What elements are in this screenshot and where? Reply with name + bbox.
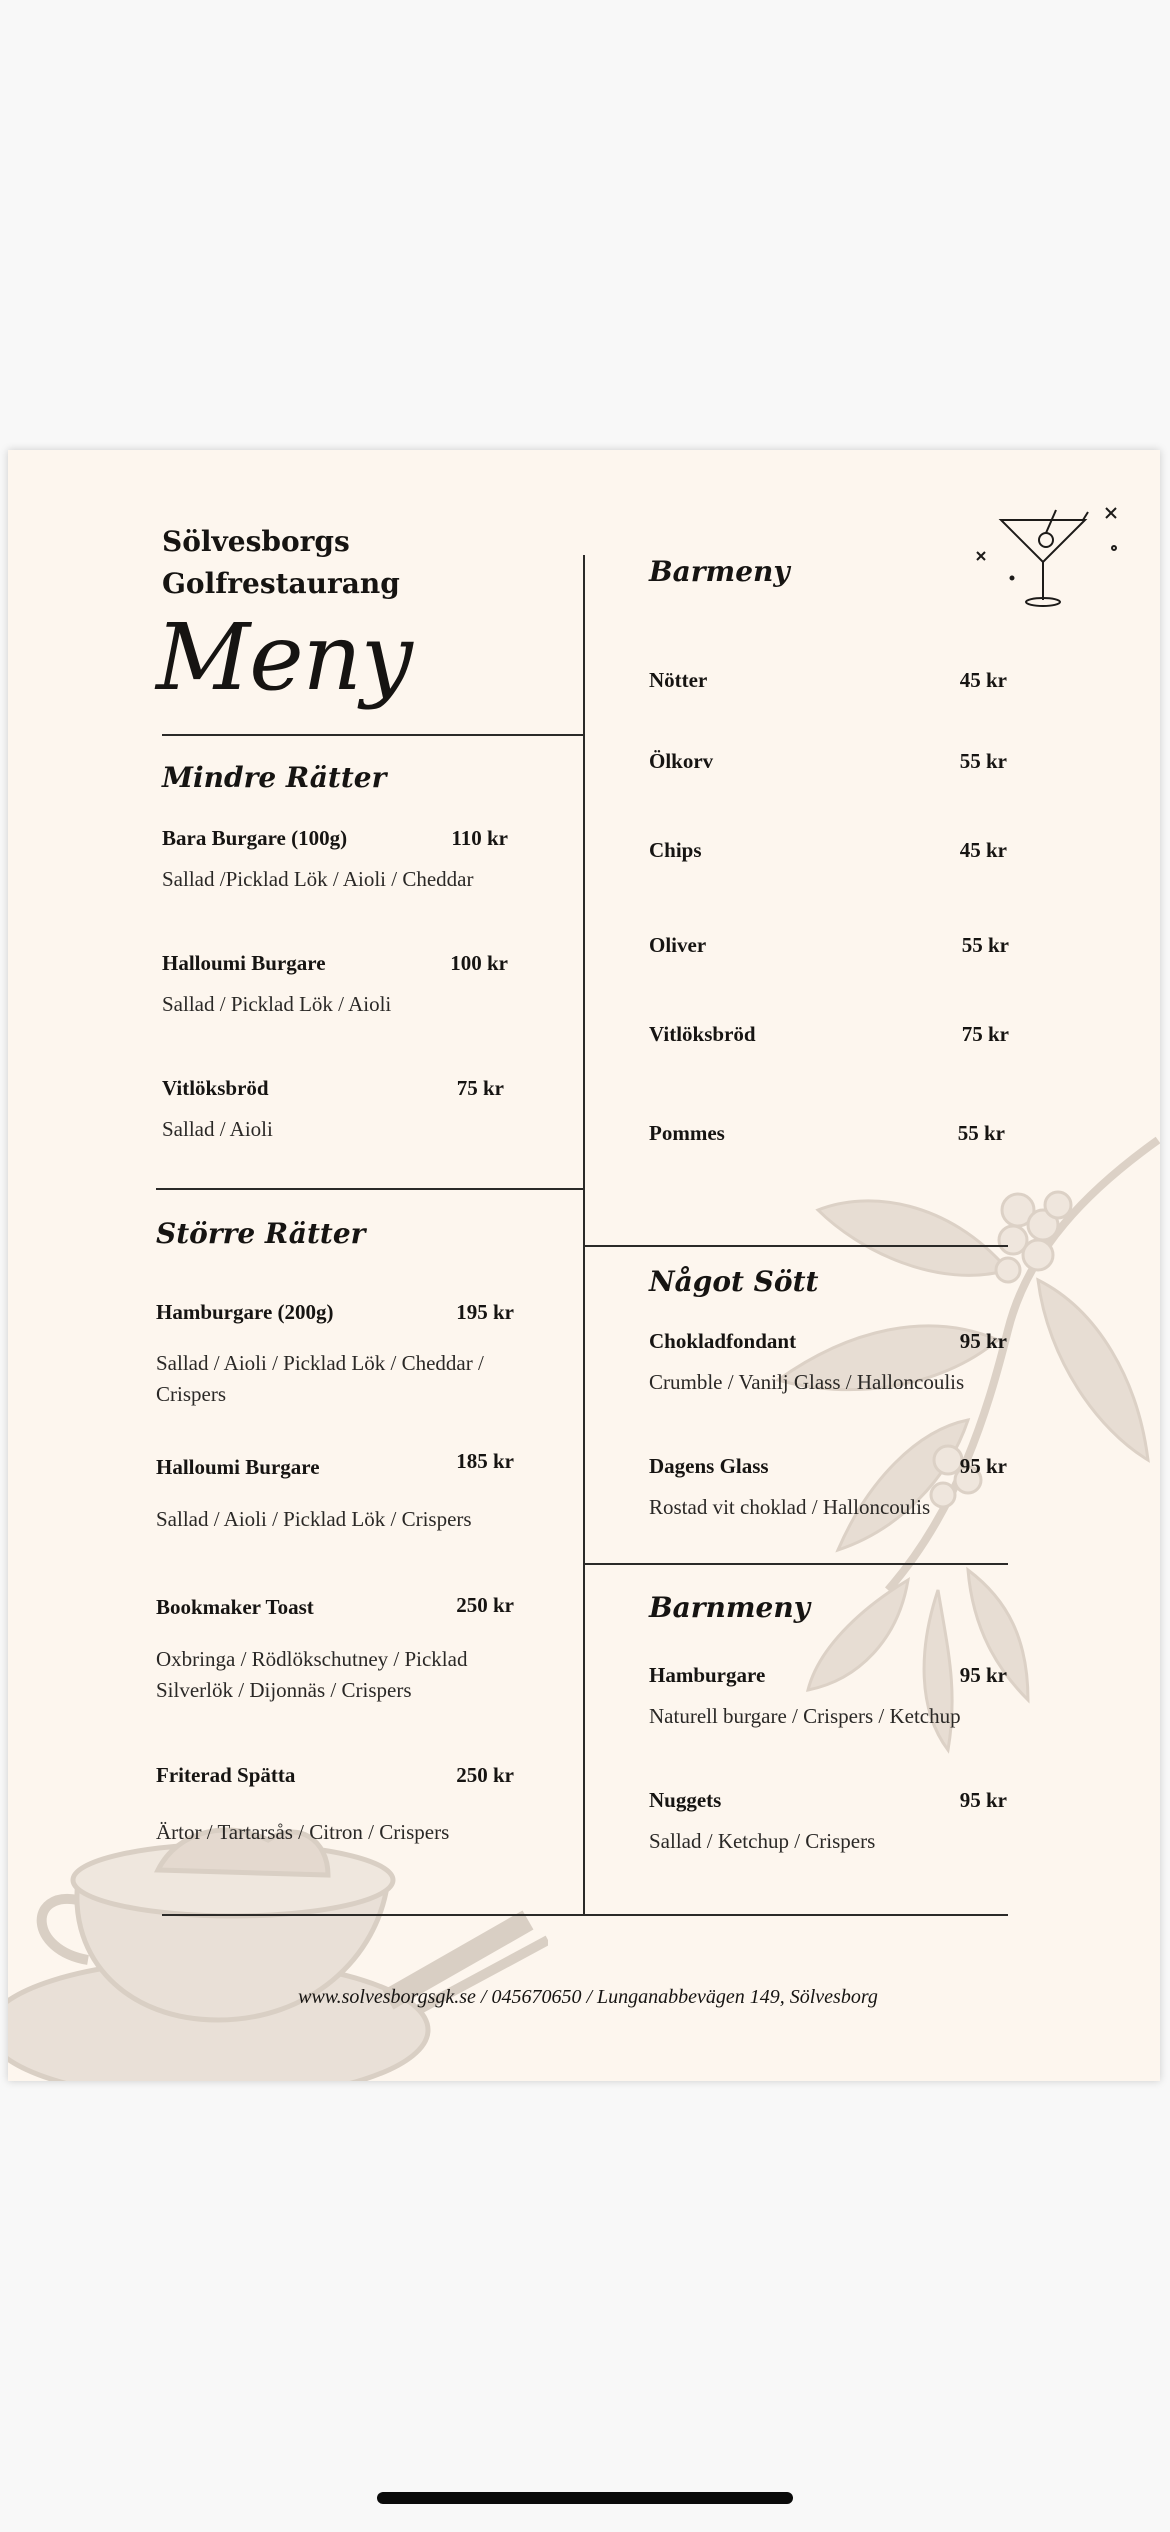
restaurant-name-line1: Sölvesborgs xyxy=(162,525,350,558)
item-name: Chokladfondant xyxy=(649,1329,797,1353)
item-name: Nuggets xyxy=(649,1788,722,1812)
item-description: Sallad / Aioli / Picklad Lök / Crispers xyxy=(156,1507,472,1531)
item-description: Crispers xyxy=(156,1382,226,1406)
item-price: 95 kr xyxy=(959,1454,1007,1478)
item-name: Bara Burgare (100g) xyxy=(162,826,348,850)
divider-sweet-kids xyxy=(584,1563,1008,1565)
item-price: 55 kr xyxy=(959,749,1007,773)
item-name: Vitlöksbröd xyxy=(162,1076,269,1100)
item-description: Sallad /Picklad Lök / Aioli / Cheddar xyxy=(162,867,474,891)
footer-contact: www.solvesborgsgk.se / 045670650 / Lunganabbevägen 149, Sölvesborg xyxy=(298,1986,878,2008)
item-price: 55 kr xyxy=(961,933,1009,957)
item-name: Ölkorv xyxy=(649,749,714,773)
item-description: Sallad / Picklad Lök / Aioli xyxy=(162,992,392,1016)
item-price: 250 kr xyxy=(456,1593,514,1617)
item-name: Vitlöksbröd xyxy=(649,1022,756,1046)
item-name: Bookmaker Toast xyxy=(156,1595,314,1619)
item-description: Oxbringa / Rödlökschutney / Picklad xyxy=(156,1647,468,1671)
item-price: 195 kr xyxy=(456,1300,514,1324)
divider-bottom xyxy=(162,1914,1008,1916)
item-name: Dagens Glass xyxy=(649,1454,769,1478)
section-title-kids-menu: Barnmeny xyxy=(649,1591,810,1624)
item-price: 185 kr xyxy=(456,1449,514,1473)
divider-bar-sweet xyxy=(584,1245,1008,1247)
page-title: Meny xyxy=(156,604,412,711)
item-name: Hamburgare xyxy=(649,1663,766,1687)
item-name: Nötter xyxy=(649,668,708,692)
restaurant-name-line2: Golfrestaurang xyxy=(162,567,400,600)
item-price: 95 kr xyxy=(959,1788,1007,1812)
item-description: Rostad vit choklad / Halloncoulis xyxy=(649,1495,931,1519)
item-price: 100 kr xyxy=(450,951,508,975)
section-title-large-dishes: Större Rätter xyxy=(156,1217,366,1250)
item-description: Silverlök / Dijonnäs / Crispers xyxy=(156,1678,412,1702)
item-price: 55 kr xyxy=(957,1121,1005,1145)
section-title-bar-menu: Barmeny xyxy=(649,555,790,588)
item-price: 95 kr xyxy=(959,1663,1007,1687)
item-price: 110 kr xyxy=(451,826,508,850)
divider-header xyxy=(162,734,584,736)
item-name: Halloumi Burgare xyxy=(162,951,326,975)
cocktail-glass-icon xyxy=(968,490,1128,610)
center-divider xyxy=(583,555,585,1915)
item-description: Naturell burgare / Crispers / Ketchup xyxy=(649,1704,961,1728)
item-name: Pommes xyxy=(649,1121,725,1145)
menu-card xyxy=(8,450,1160,2081)
item-name: Friterad Spätta xyxy=(156,1763,296,1787)
section-title-sweet: Något Sött xyxy=(649,1265,819,1298)
item-description: Sallad / Ketchup / Crispers xyxy=(649,1829,876,1853)
item-price: 95 kr xyxy=(959,1329,1007,1353)
item-name: Chips xyxy=(649,838,702,862)
item-description: Ärtor / Tartarsås / Citron / Crispers xyxy=(156,1820,450,1844)
item-price: 45 kr xyxy=(959,838,1007,862)
item-price: 75 kr xyxy=(456,1076,504,1100)
item-price: 45 kr xyxy=(959,668,1007,692)
item-name: Halloumi Burgare xyxy=(156,1455,320,1479)
item-name: Hamburgare (200g) xyxy=(156,1300,334,1324)
item-price: 75 kr xyxy=(961,1022,1009,1046)
item-price: 250 kr xyxy=(456,1763,514,1787)
item-description: Sallad / Aioli / Picklad Lök / Cheddar / xyxy=(156,1351,484,1375)
home-indicator[interactable] xyxy=(377,2492,793,2504)
item-description: Crumble / Vanilj Glass / Halloncoulis xyxy=(649,1370,965,1394)
divider-small-large xyxy=(156,1188,584,1190)
item-description: Sallad / Aioli xyxy=(162,1117,273,1141)
item-name: Oliver xyxy=(649,933,707,957)
section-title-small-dishes: Mindre Rätter xyxy=(162,761,387,794)
